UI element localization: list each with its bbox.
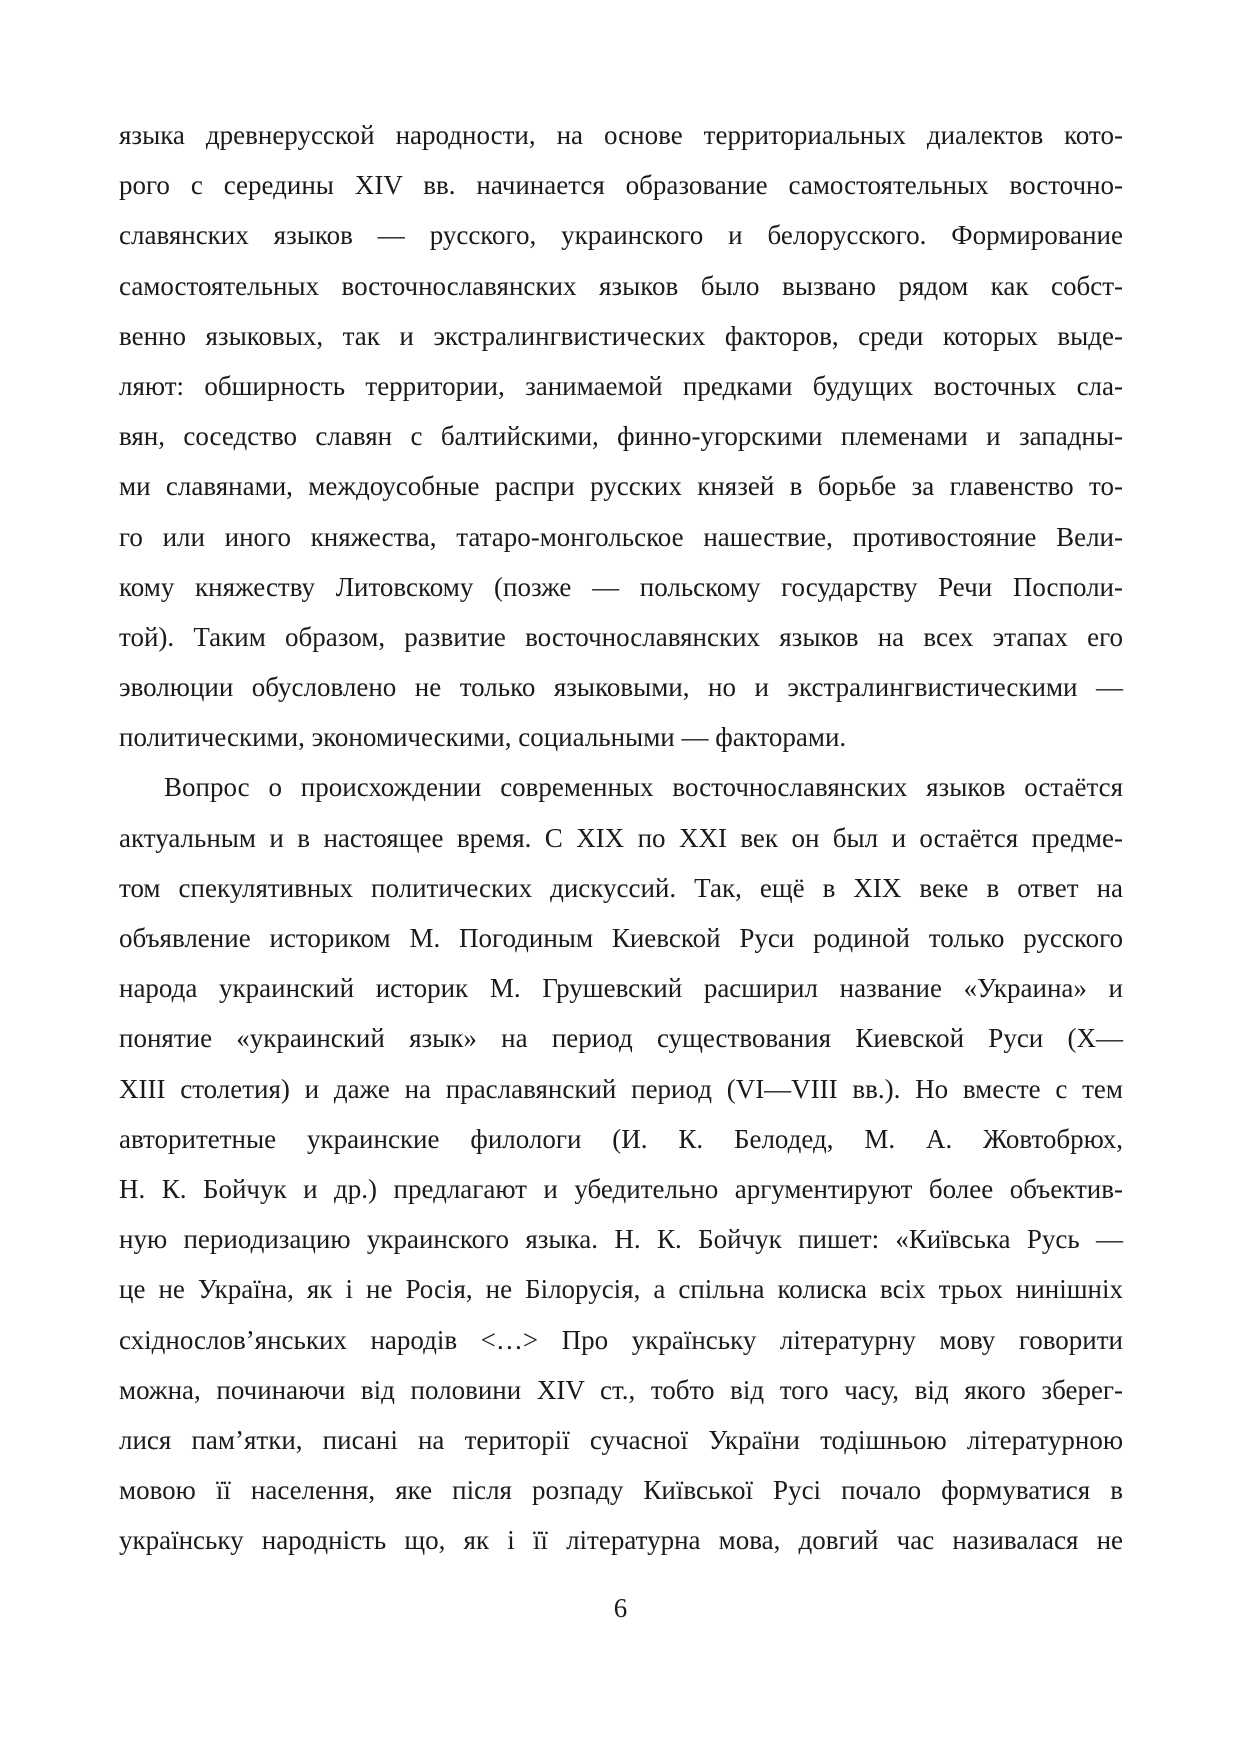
text-line: понятие «украинский язык» на период существования Киевской Руси (X— xyxy=(119,1023,1123,1054)
text-line: вян, соседство славян с балтийскими, финно-угорскими племенами и западны- xyxy=(119,421,1123,452)
text-line: народа украинский историк М. Грушевский расширил название «Украина» и xyxy=(119,973,1123,1004)
text-line: ми славянами, междоусобные распри русских князей в борьбе за главенство то- xyxy=(119,471,1123,502)
text-line: ную периодизацию украинского языка. Н. К. Бойчук пишет: «Київська Русь — xyxy=(119,1224,1123,1255)
text-line: Н. К. Бойчук и др.) предлагают и убедительно аргументируют более объектив- xyxy=(119,1173,1123,1204)
text-line: языка древнерусской народности, на основе территориальных диалектов кото- xyxy=(119,120,1123,150)
text-line: українську народність що, як і її літературна мова, довгий час називалася не xyxy=(119,1525,1123,1556)
text-line: рого с середины XIV вв. начинается образование самостоятельных восточно- xyxy=(119,170,1123,201)
text-line: го или иного княжества, татаро-монгольское нашествие, противостояние Вели- xyxy=(119,521,1123,552)
text-line: славянских языков — русского, украинского и белорусского. Формирование xyxy=(119,220,1123,251)
text-line: политическими, экономическими, социальными — факторами. xyxy=(119,722,847,753)
text-line: актуальным и в настоящее время. С XIX по XXI век он был и остаётся предме- xyxy=(119,822,1123,853)
text-line: авторитетные украинские филологи (И. К. Белодед, М. А. Жовтобрюх, xyxy=(119,1123,1123,1154)
text-line: объявление историком М. Погодиным Киевской Руси родиной только русского xyxy=(119,923,1123,953)
text-line: можна, починаючи від половини XIV ст., тобто від того часу, від якого зберег- xyxy=(119,1374,1123,1405)
page-number: 6 xyxy=(613,1593,628,1623)
text-line: мовою її населення, яке після розпаду Київської Русі почало формуватися в xyxy=(119,1475,1123,1506)
text-line: кому княжеству Литовскому (позже — польскому государству Речи Посполи- xyxy=(119,571,1123,602)
text-line: той). Таким образом, развитие восточнославянских языков на всех этапах его xyxy=(119,621,1123,652)
text-line: самостоятельных восточнославянских языков было вызвано рядом как собст- xyxy=(119,270,1123,301)
document-page xyxy=(119,110,1123,1640)
paragraph-2 xyxy=(119,762,1123,1565)
text-line: це не Україна, як і не Росія, не Білорусія, а спільна колиска всіх трьох нинішніх xyxy=(119,1274,1123,1305)
text-line: ляют: обширность территории, занимаемой предками будущих восточных сла- xyxy=(119,370,1123,401)
text-line: Вопрос о происхождении современных восточнославянских языков остаётся xyxy=(164,772,1123,803)
text-line: том спекулятивных политических дискуссий. Так, ещё в XIX веке в ответ на xyxy=(119,872,1123,903)
text-line: східнослов’янських народів <…> Про українську літературну мову говорити xyxy=(119,1324,1123,1355)
text-line: эволюции обусловлено не только языковыми, но и экстралингвистическими — xyxy=(119,672,1123,703)
text-line: венно языковых, так и экстралингвистических факторов, среди которых выде- xyxy=(119,320,1123,351)
paragraph-1 xyxy=(119,110,1123,762)
text-line: лися пам’ятки, писані на території сучасної України тодішньою літературною xyxy=(119,1424,1123,1455)
text-line: XIII столетия) и даже на праславянский период (VI—VIII вв.). Но вместе с тем xyxy=(119,1073,1123,1104)
